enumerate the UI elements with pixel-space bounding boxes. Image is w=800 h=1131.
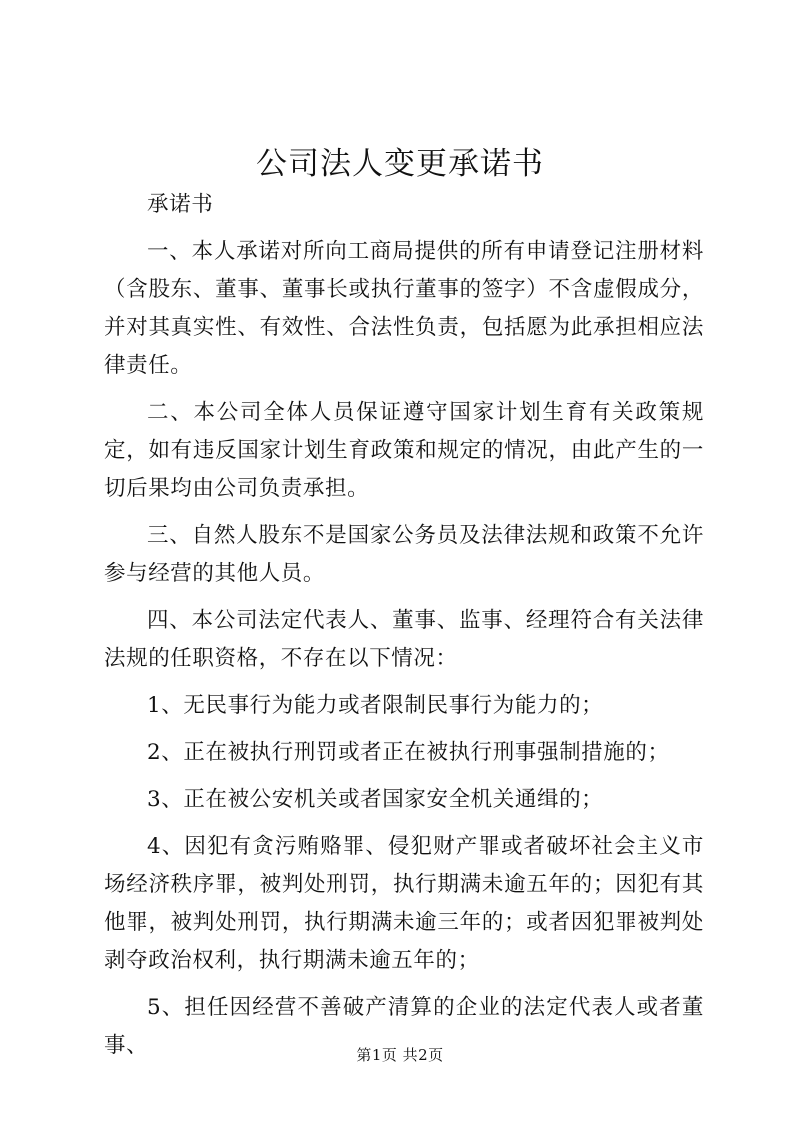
document-title: 公司法人变更承诺书 <box>256 146 544 182</box>
paragraph-item-1: 1、无民事行为能力或者限制民事行为能力的； <box>147 693 604 718</box>
page-footer: 第1页 共2页 <box>356 1046 444 1064</box>
paragraph-clause-2: 二、本公司全体人员保证遵守国家计划生育有关政策规定，如有违反国家计划生育政策和规定的情况，由此产生的一切后果均由公司负责承担。 <box>104 400 704 501</box>
paragraph-item-3: 3、正在被公安机关或者国家安全机关通缉的； <box>147 787 604 812</box>
paragraph-clause-1: 一、本人承诺对所向工商局提供的所有申请登记注册材料（含股东、董事、董事长或执行董事的签字）不含虚假成分，并对其真实性、有效性、合法性负责，包括愿为此承担相应法律责任。 <box>104 239 704 378</box>
paragraph-clause-4: 四、本公司法定代表人、董事、监事、经理符合有关法律法规的任职资格，不存在以下情况： <box>104 608 704 671</box>
paragraph-heading: 承诺书 <box>147 192 214 217</box>
paragraph-item-4: 4、因犯有贪污贿赂罪、侵犯财产罪或者破坏社会主义市场经济秩序罪，被判处刑罚，执行期满未逾五年的；因犯有其他罪，被判处刑罚，执行期满未逾三年的；或者因犯罪被判处剥夺政治权利，执行期满未逾五年的； <box>104 834 704 973</box>
paragraph-item-2: 2、正在被执行刑罚或者正在被执行刑事强制措施的； <box>147 740 670 765</box>
document-body <box>104 186 704 1074</box>
paragraph-clause-3: 三、自然人股东不是国家公务员及法律法规和政策不允许参与经营的其他人员。 <box>104 523 704 586</box>
paragraph-item-5: 5、担任因经营不善破产清算的企业的法定代表人或者董事、 <box>104 995 704 1058</box>
